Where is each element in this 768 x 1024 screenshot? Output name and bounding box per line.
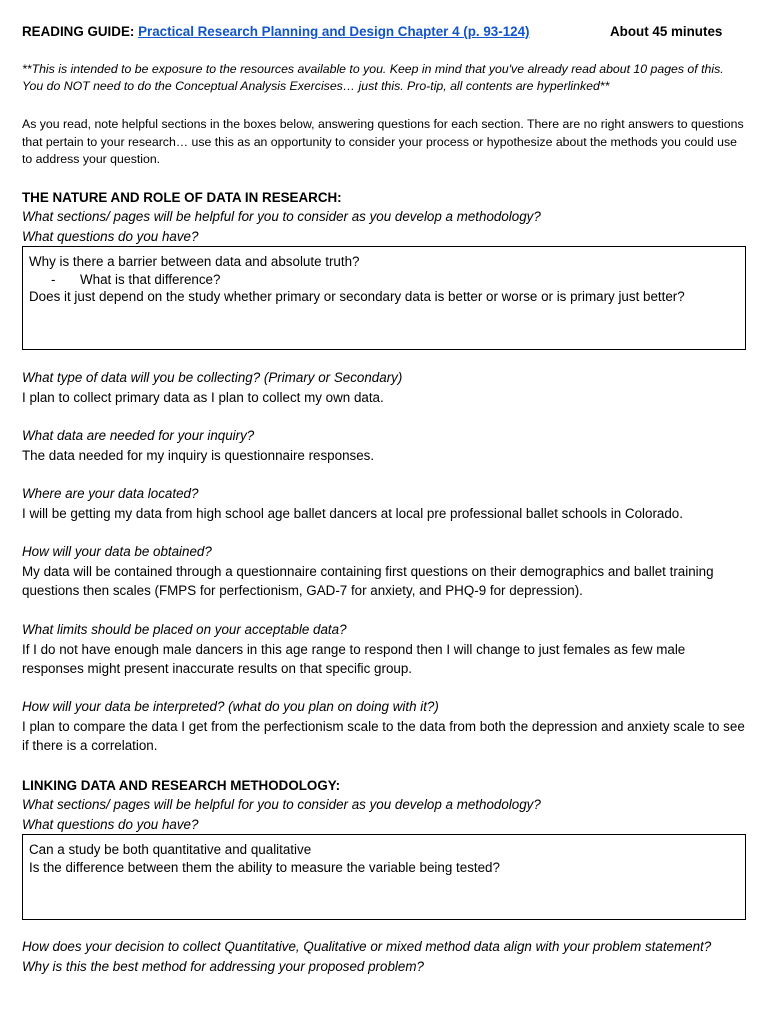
question-text: What type of data will you be collecting? (Primary or Secondary) bbox=[22, 370, 403, 385]
qa-item bbox=[22, 542, 746, 601]
section-title: LINKING DATA AND RESEARCH METHODOLOGY: bbox=[22, 778, 341, 793]
questions-box[interactable] bbox=[22, 834, 746, 920]
dash-bullet: - bbox=[51, 271, 56, 287]
questions-box[interactable] bbox=[22, 246, 746, 350]
prompt-questions: What questions do you have? bbox=[22, 228, 199, 244]
question-text: What limits should be placed on your acceptable data? bbox=[22, 622, 347, 637]
qa-item bbox=[22, 620, 746, 679]
reading-guide-label: READING GUIDE: bbox=[22, 24, 135, 39]
prompt-sections-pages: What sections/ pages will be helpful for you to consider as you develop a methodology? bbox=[22, 209, 541, 224]
prompt-questions: What questions do you have? bbox=[22, 816, 199, 832]
question-text: Why is this the best method for addressing your proposed problem? bbox=[22, 958, 424, 974]
box-line: Is the difference between them the ability to measure the variable being tested? bbox=[29, 859, 500, 875]
answer-text: I plan to compare the data I get from the perfectionism scale to the data from both the depression and anxiety scale to see if there is a correlation. bbox=[22, 718, 745, 753]
prompt-sections-pages: What sections/ pages will be helpful for you to consider as you develop a methodology? bbox=[22, 797, 541, 812]
box-sub-line: What is that difference? bbox=[80, 271, 221, 287]
time-estimate: About 45 minutes bbox=[610, 24, 723, 39]
question-text: How will your data be obtained? bbox=[22, 544, 212, 559]
answer-text: I will be getting my data from high school age ballet dancers at local pre professional ballet schools in Colorado. bbox=[22, 505, 683, 521]
question-text: What data are needed for your inquiry? bbox=[22, 428, 255, 443]
box-sub-item bbox=[29, 271, 739, 289]
answer-text: The data needed for my inquiry is questionnaire responses. bbox=[22, 447, 375, 463]
question-text: How will your data be interpreted? (what do you plan on doing with it?) bbox=[22, 699, 439, 714]
question-text: How does your decision to collect Quantitative, Qualitative or mixed method data align with your problem statement? bbox=[22, 939, 712, 954]
qa-item bbox=[22, 484, 746, 523]
instructions-paragraph: As you read, note helpful sections in the boxes below, answering questions for each section. There are no right answers to questions that pertain to your research… use this as an opportunity to consider your process or hypothesize about the methods you could use to address your question. bbox=[22, 117, 744, 166]
box-line: Does it just depend on the study whether primary or secondary data is better or worse or is primary just better? bbox=[29, 289, 685, 304]
chapter-link[interactable]: Practical Research Planning and Design Chapter 4 (p. 93-124) bbox=[138, 24, 530, 39]
exposure-note: **This is intended to be exposure to the resources available to you. Keep in mind that you've already read about 10 pages of this. You do NOT need to do the Conceptual Analysis Exercises… just this. Pro-tip, all contents are hyperlinked** bbox=[22, 62, 724, 93]
box-line: Can a study be both quantitative and qualitative bbox=[29, 842, 312, 857]
qa-item bbox=[22, 426, 746, 465]
question-text: Where are your data located? bbox=[22, 486, 199, 501]
final-prompts bbox=[22, 937, 746, 976]
section-title: THE NATURE AND ROLE OF DATA IN RESEARCH: bbox=[22, 190, 342, 205]
reading-guide-header bbox=[22, 23, 746, 40]
answer-text: My data will be contained through a questionnaire containing first questions on their demographics and ballet training questions then scales (FMPS for perfectionism, GAD-7 for anxiety, and PHQ-9 for depression). bbox=[22, 563, 714, 598]
answer-text: I plan to collect primary data as I plan to collect my own data. bbox=[22, 389, 384, 405]
qa-item bbox=[22, 697, 746, 756]
qa-item bbox=[22, 368, 746, 407]
box-line: Why is there a barrier between data and absolute truth? bbox=[29, 254, 360, 269]
section-linking-data-methodology bbox=[22, 776, 746, 834]
answer-text: If I do not have enough male dancers in this age range to respond then I will change to just females as few male responses might present inaccurate results on that specific group. bbox=[22, 641, 686, 676]
section-nature-role-data bbox=[22, 188, 746, 246]
